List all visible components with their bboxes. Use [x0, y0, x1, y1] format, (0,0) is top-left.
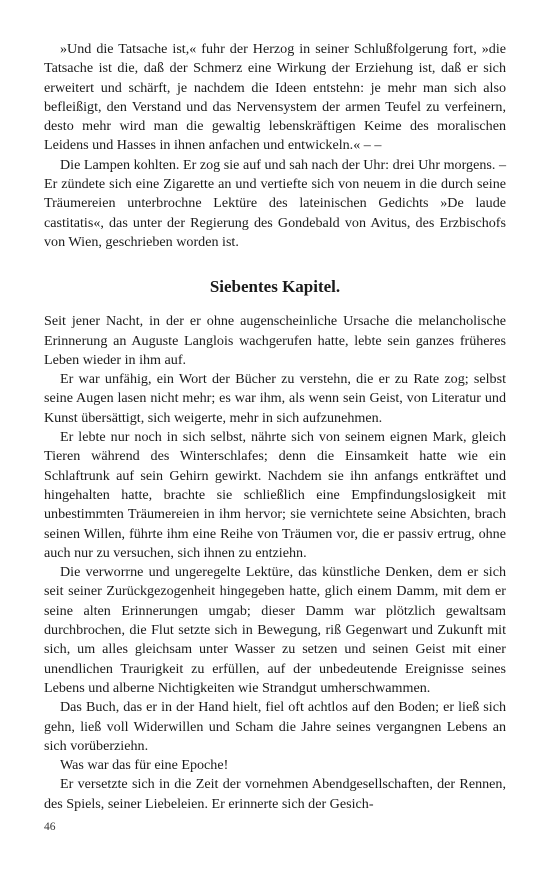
paragraph-lamps: Die Lampen kohlten. Er zog sie auf und sah nach der Uhr: drei Uhr morgens. – Er zündete sich eine Zigarette an und vertiefte sich von neuem in die durch seine Träumereien unterbrochne Lektüre des lateinischen Gedichts »De laude castitatis«, das unter der Regierung des Gondebald von Avitus, des Erzbischofs von Wien, geschrieben worden ist. — [44, 156, 506, 250]
chapter-heading: Siebentes Kapitel. — [209, 277, 341, 297]
paragraph-since-that-night: Seit jener Nacht, in der er ohne augenscheinliche Ursache die melancholische Erinnerung an Auguste Langlois wachgerufen hatte, lebte sein ganzes früheres Leben wieder in ihm auf. — [44, 313, 506, 368]
paragraph-book-fell: Das Buch, das er in der Hand hielt, fiel oft achtlos auf den Boden; er ließ sich gehn, ließ voll Widerwillen und Scham die Jahre seines vergangnen Lebens an sich vorüberziehn. — [44, 699, 506, 754]
paragraph-evening-parties: Er versetzte sich in die Zeit der vornehmen Abendgesellschaften, der Rennen, des Spiels, seiner Liebeleien. Er erinnerte sich der Gesich- — [44, 776, 506, 812]
book-page — [44, 40, 506, 814]
paragraph-duke-conclusion: »Und die Tatsache ist,« fuhr der Herzog in seiner Schlußfolgerung fort, »die Tatsache ist die, daß der Schmerz eine Wirkung der Erziehung ist, daß er sich erweitert und schärft, je nachdem die Ideen entstehn: je mehr man sich also befleißigt, den Verstand und das Nervensystem der armen Teufel zu verfeinern, desto mehr wird man die gewaltig lebenskräftigen Keime des moralischen Leidens und Hasses in ihnen anfachen und entwickeln.« – – — [44, 41, 506, 154]
page-number: 46 — [44, 821, 56, 833]
paragraph-lived-in-himself: Er lebte nur noch in sich selbst, nährte sich von seinem eignen Mark, gleich Tieren während des Winterschlafes; denn die Einsamkeit hatte wie ein Schlaftrunk auf sein Gehirn gewirkt. Nachdem sie ihn anfangs entkräftet und hingehalten hatte, brachte sie schließlich eine Empfindungslosigkeit mit unbestimmten Träumereien in ihm hervor; sie vernichtete seine Absichten, brach seinen Willen, führte ihm eine Reihe von Träumen vor, die er passiv ertrug, ohne auch nur zu versuchen, sich ihnen zu entziehn. — [44, 429, 506, 561]
paragraph-confused-reading: Die verworrne und ungeregelte Lektüre, das künstliche Denken, dem er sich seit seiner Zurückgezogenheit hingegeben hatte, glich einem Damm, mit dem er seine alten Erinnerungen umgab; dieser Damm war plötzlich gewaltsam durchbrochen, die Flut setzte sich in Bewegung, riß Gegenwart und Zukunft mit sich, um alles gleichsam unter Wasser zu setzen und seinen Geist mit einer unendlichen Traurigkeit zu erfüllen, auf der unbedeutende Ereignisse seines Lebens und alberne Nichtigkeiten wie Strandgut umherschwammen. — [44, 564, 506, 696]
paragraph-what-an-epoch: Was war das für eine Epoche! — [60, 757, 229, 774]
paragraph-unable-to-read: Er war unfähig, ein Wort der Bücher zu verstehn, die er zu Rate zog; selbst seine Augen lasen nicht mehr; es war ihm, als wenn sein Geist, von Literatur und Kunst übersättigt, sich weigerte, mehr in sich aufzunehmen. — [44, 371, 506, 426]
